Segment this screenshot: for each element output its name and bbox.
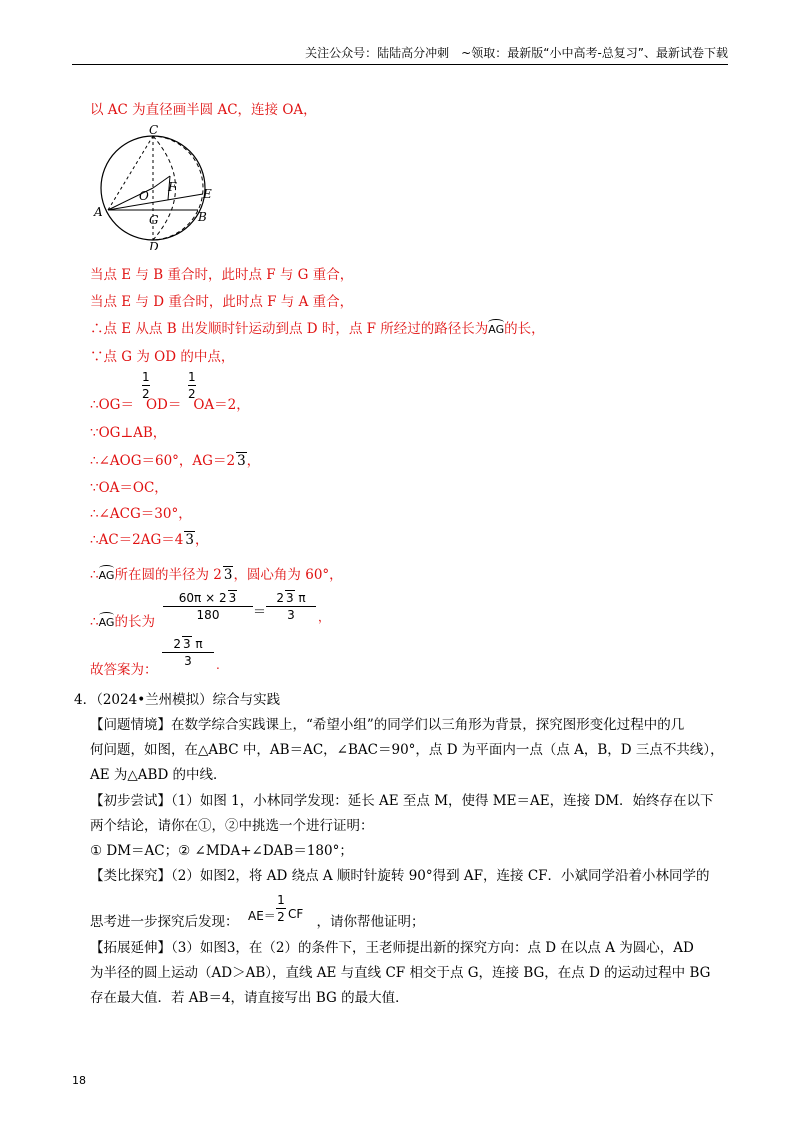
question-line-6: 两个结论，请你在①，②中挑选一个进行证明：	[90, 818, 374, 834]
fraction-result: 2 3 π 3	[266, 590, 316, 622]
question-line-10: 【拓展延伸】（3）如图3，在（2）的条件下，王老师提出新的探究方向：点 D 在以点 A 为圆心，AD	[90, 940, 694, 956]
fraction-half-2: 1 2	[188, 370, 196, 401]
sqrt-3: 3	[223, 567, 233, 583]
question-line-11: 为半径的圆上运动（AD＞AB），直线 AE 与直线 CF 相交于点 G，连接 BG，在点 D 的运动过程中 BG	[90, 965, 711, 981]
arc-ag: AG	[99, 612, 115, 629]
header-divider	[72, 64, 728, 65]
label-c: C	[149, 123, 159, 137]
question-line-5: 【初步尝试】（1）如图 1，小林同学发现：延长 AE 至点 M，使得 ME＝AE，连接 DM．始终存在以下	[90, 793, 714, 809]
question-line-7: ① DM＝AC；② ∠MDA+∠DAB＝180°；	[90, 843, 353, 859]
sqrt-3: 3	[185, 532, 194, 548]
label-o: O	[139, 189, 149, 203]
question-line-2: 【问题情境】在数学综合实践课上，“希望小组”的同学们以三角形为背景，探究图形变化过程中的几	[90, 717, 685, 733]
solution-line-4	[90, 317, 545, 337]
solution-line-10: ∴∠ACG＝30°，	[90, 506, 192, 522]
comma: ，	[318, 610, 331, 624]
equals-sign: ＝	[253, 605, 267, 620]
label-g: G	[149, 213, 159, 227]
solution-line-12: ∴AG所在圆的半径为 2 3，圆心角为 60°，	[90, 567, 343, 583]
solution-line-11: ∴AC＝2AG＝4 3，	[90, 532, 209, 548]
solution-line-1: 以 AC 为直径画半圆 AC，连接 OA，	[90, 102, 317, 118]
answer-line: 故答案为：	[90, 662, 158, 678]
question-line-4: AE 为△ABD 的中线．	[90, 767, 227, 783]
question-line-8: 【类比探究】（2）如图2，将 AD 绕点 A 顺时针旋转 90°得到 AF，连接 CF．小斌同学沿着小林同学的	[90, 868, 710, 884]
solution-line-2: 当点 E 与 B 重合时，此时点 F 与 G 重合，	[90, 267, 354, 283]
fraction-answer: 2 3 π 3	[162, 636, 214, 668]
arc-ag: AG	[99, 565, 115, 582]
label-e: E	[203, 187, 212, 201]
page-number: 18	[72, 1074, 86, 1087]
label-a: A	[94, 205, 103, 219]
solution-line-7: ∵OG⊥AB，	[90, 425, 167, 441]
question-line-12: 存在最大值．若 AB＝4，请直接写出 BG 的最大值．	[90, 990, 409, 1006]
fraction-arc-length: 60π × 2 3 180	[163, 590, 253, 622]
circle-figure	[88, 120, 223, 250]
solution-line-4-text: ∴点 E 从点 B 出发顺时针运动到点 D 时，点 F 所经过的路径长为	[90, 321, 489, 337]
arc-ag: AG	[488, 319, 504, 336]
label-f: F	[168, 180, 177, 194]
solution-line-8: ∴∠AOG＝60°，AG＝2 3，	[90, 453, 261, 469]
oa-eq: OA＝2，	[193, 397, 250, 413]
fraction-half-1: 1 2	[142, 370, 150, 401]
solution-line-5: ∵点 G 为 OD 的中点，	[90, 349, 235, 365]
solution-line-6	[90, 393, 250, 413]
sqrt-3: 3	[237, 453, 246, 469]
answer-period: .	[216, 658, 220, 672]
question-title: 4．（2024•兰州模拟）综合与实践	[74, 692, 281, 708]
solution-line-13: ∴AG的长为	[90, 614, 155, 630]
question-line-9: 思考进一步探究后发现： ，请你帮他证明；	[90, 914, 425, 930]
label-b: B	[198, 210, 207, 224]
solution-line-4-end: 的长，	[504, 321, 545, 337]
solution-line-3: 当点 E 与 D 重合时，此时点 F 与 A 重合，	[90, 294, 354, 310]
od-eq: OD＝	[145, 397, 182, 413]
og-eq: ∴OG＝	[90, 397, 134, 413]
solution-line-9: ∵OA＝OC，	[90, 480, 168, 496]
label-d: D	[149, 240, 159, 250]
question-line-3: 何问题，如图，在△ABC 中，AB＝AC，∠BAC＝90°，点 D 为平面内一点（点 A，B，D 三点不共线），	[90, 742, 724, 758]
page-header: 关注公众号：陆陆高分冲刺 ~领取：最新版“小中高考-总复习”、最新试卷下载	[305, 46, 728, 60]
